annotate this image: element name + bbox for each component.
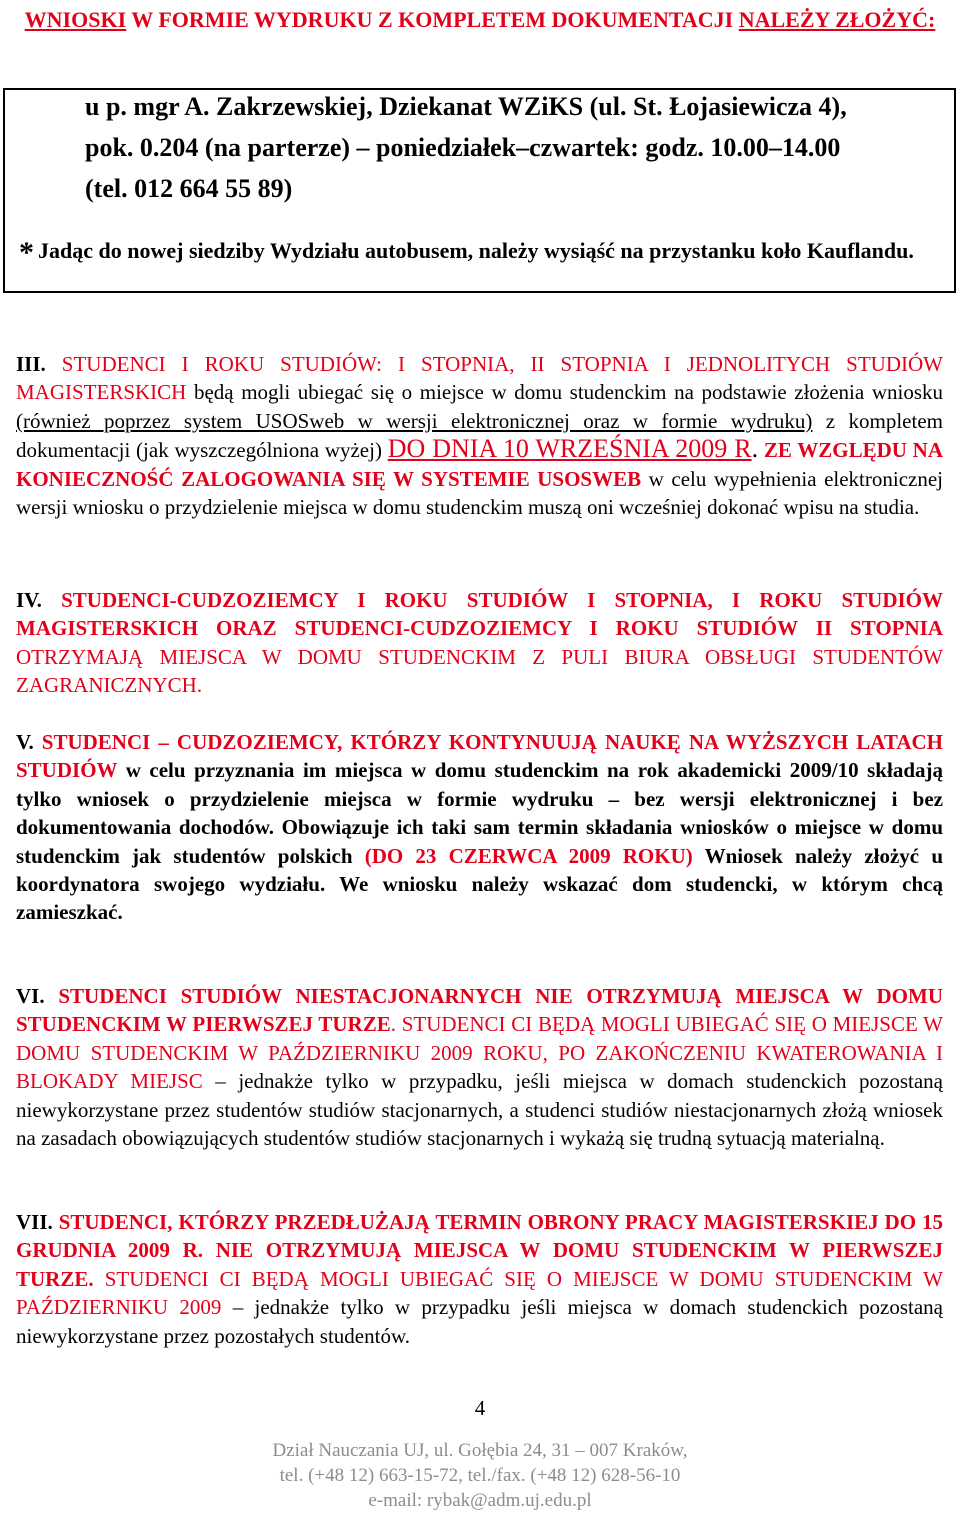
- section-vi-title: STUDENCI STUDIÓW NIESTACJONARNYCH NIE OTRZYMUJĄ MIEJSCA W DOMU STUDENCKIM W PIERWSZEJ TURZE: [16, 984, 943, 1037]
- section-iii-text-2: z kompletem dokumentacji (jak wyszczególniona wyżej): [16, 408, 943, 463]
- section-iv-title: STUDENCI-CUDZOZIEMCY I ROKU STUDIÓW I STOPNIA, I ROKU STUDIÓW MAGISTERSKICH ORAZ STUDENCI-CUDZOZIEMCY I ROKU STUDIÓW II STOPNIA: [16, 588, 944, 641]
- info-line-1: u p. mgr A. Zakrzewskiej, Dziekanat WZiKS (ul. St. Łojasiewicza 4),: [85, 92, 847, 121]
- section-vii-text: – jednakże tylko w przypadku jeśli miejsca w domach studenckich pozostaną niewykorzystane przez pozostałych studentów.: [16, 1295, 943, 1348]
- section-v: [16, 728, 943, 927]
- footer-address: Dział Nauczania UJ, ul. Gołębia 24, 31 – 007 Kraków,: [272, 1440, 688, 1461]
- section-iii-text-3: w celu wypełnienia elektronicznej wersji wniosku o przydzielenie miejsca w domu studenckim muszą oni wcześniej dokonać wpisu na studia.: [16, 466, 943, 520]
- page-number: 4: [474, 1396, 486, 1420]
- section-iii-deadline: DO DNIA 10 WRZEŚNIA 2009 R: [387, 434, 752, 464]
- footer-email: e-mail: rybak@adm.uj.edu.pl: [368, 1490, 592, 1511]
- section-vii-red-text: STUDENCI CI BĘDĄ MOGLI UBIEGAĆ SIĘ O MIEJSCE W DOMU STUDENCKIM W PAŹDZIERNIKU 2009: [16, 1266, 943, 1320]
- location-info-box: [3, 88, 956, 293]
- section-iii-number: III.: [16, 352, 46, 376]
- section-iii-underlined: (również poprzez system USOSweb w wersji elektronicznej oraz w formie wydruku): [16, 408, 813, 433]
- section-vi: [16, 982, 943, 1152]
- section-iii-title: STUDENCI I ROKU STUDIÓW: I STOPNIA, II STOPNIA I JEDNOLITYCH STUDIÓW MAGISTERSKICH: [16, 352, 943, 405]
- section-vi-text: – jednakże tylko w przypadku, jeśli miejsca w domach studenckich pozostaną niewykorzystane przez studentów studiów stacjonarnych, a studenci studiów niestacjonarnych złożą wniosek na zasadach obowiązujących studentów studiów stacjonarnych i wykażą się trudną sytuacją materialną.: [16, 1069, 943, 1151]
- section-iii: [16, 350, 943, 521]
- asterisk-icon: *: [19, 236, 34, 269]
- section-v-text-2: Wniosek należy złożyć u koordynatora swojego wydziału. We wniosku należy wskazać dom studencki, w którym chcą zamieszkać.: [16, 843, 943, 925]
- heading-part-2: W FORMIE WYDRUKU Z KOMPLETEM DOKUMENTACJI: [126, 7, 739, 32]
- section-iii-dot: .: [751, 434, 759, 464]
- section-v-text-1: w celu przyznania im miejsca w domu studenckim na rok akademicki 2009/10 składają tylko wniosek o przydzielenie miejsca w formie wydruku – bez wersji elektronicznej i bez dokumentowania dochodów. Obowiązuje ich taki sam termin składania wniosków o miejsce w domu studenckim jak studentów polskich: [16, 758, 943, 868]
- section-iv-number: IV.: [16, 588, 42, 612]
- section-iii-warning: ZE WZGLĘDU NA KONIECZNOŚĆ ZALOGOWANIA SIĘ W SYSTEMIE USOSWEB: [16, 438, 944, 491]
- section-vi-red-text: . STUDENCI CI BĘDĄ MOGLI UBIEGAĆ SIĘ O MIEJSCE W DOMU STUDENCKIM W PAŹDZIERNIKU 2009 ROKU, PO ZAKOŃCZENIU KWATEROWANIA I BLOKADY MIEJSC: [16, 1012, 943, 1094]
- info-line-3: (tel. 012 664 55 89): [85, 174, 293, 203]
- section-vii-number: VII.: [16, 1210, 53, 1234]
- heading-part-3: NALEŻY ZŁOŻYĆ:: [738, 7, 936, 32]
- section-v-title: STUDENCI – CUDZOZIEMCY, KTÓRZY KONTYNUUJĄ NAUKĘ NA WYŻSZYCH LATACH STUDIÓW: [16, 730, 944, 783]
- section-v-deadline: (DO 23 CZERWCA 2009 ROKU): [364, 843, 693, 868]
- section-vii: [16, 1208, 943, 1350]
- page-footer: [0, 1438, 960, 1513]
- section-iv: [16, 586, 943, 700]
- section-vi-number: VI.: [16, 984, 45, 1008]
- section-iii-text-1: będą mogli ubiegać się o miejsce w domu studenckim na podstawie złożenia wniosku: [186, 380, 943, 405]
- page-heading: [20, 4, 940, 36]
- info-note-text: Jadąc do nowej siedziby Wydziału autobusem, należy wysiąść na przystanku koło Kauflandu.: [38, 238, 914, 263]
- info-line-2: pok. 0.204 (na parterze) – poniedziałek–czwartek: godz. 10.00–14.00: [85, 133, 841, 162]
- info-note: [19, 236, 914, 270]
- section-vii-title: STUDENCI, KTÓRZY PRZEDŁUŻAJĄ TERMIN OBRONY PRACY MAGISTERSKIEJ DO 15 GRUDNIA 2009 R. NIE OTRZYMUJĄ MIEJSCA W DOMU STUDENCKIM W PIERWSZEJ TURZE.: [16, 1210, 943, 1291]
- section-iv-text: OTRZYMAJĄ MIEJSCA W DOMU STUDENCKIM Z PULI BIURA OBSŁUGI STUDENTÓW ZAGRANICZNYCH.: [16, 644, 943, 698]
- footer-phone: tel. (+48 12) 663-15-72, tel./fax. (+48 12) 628-56-10: [279, 1465, 681, 1486]
- heading-part-1: WNIOSKI: [24, 7, 127, 32]
- section-v-number: V.: [16, 730, 34, 754]
